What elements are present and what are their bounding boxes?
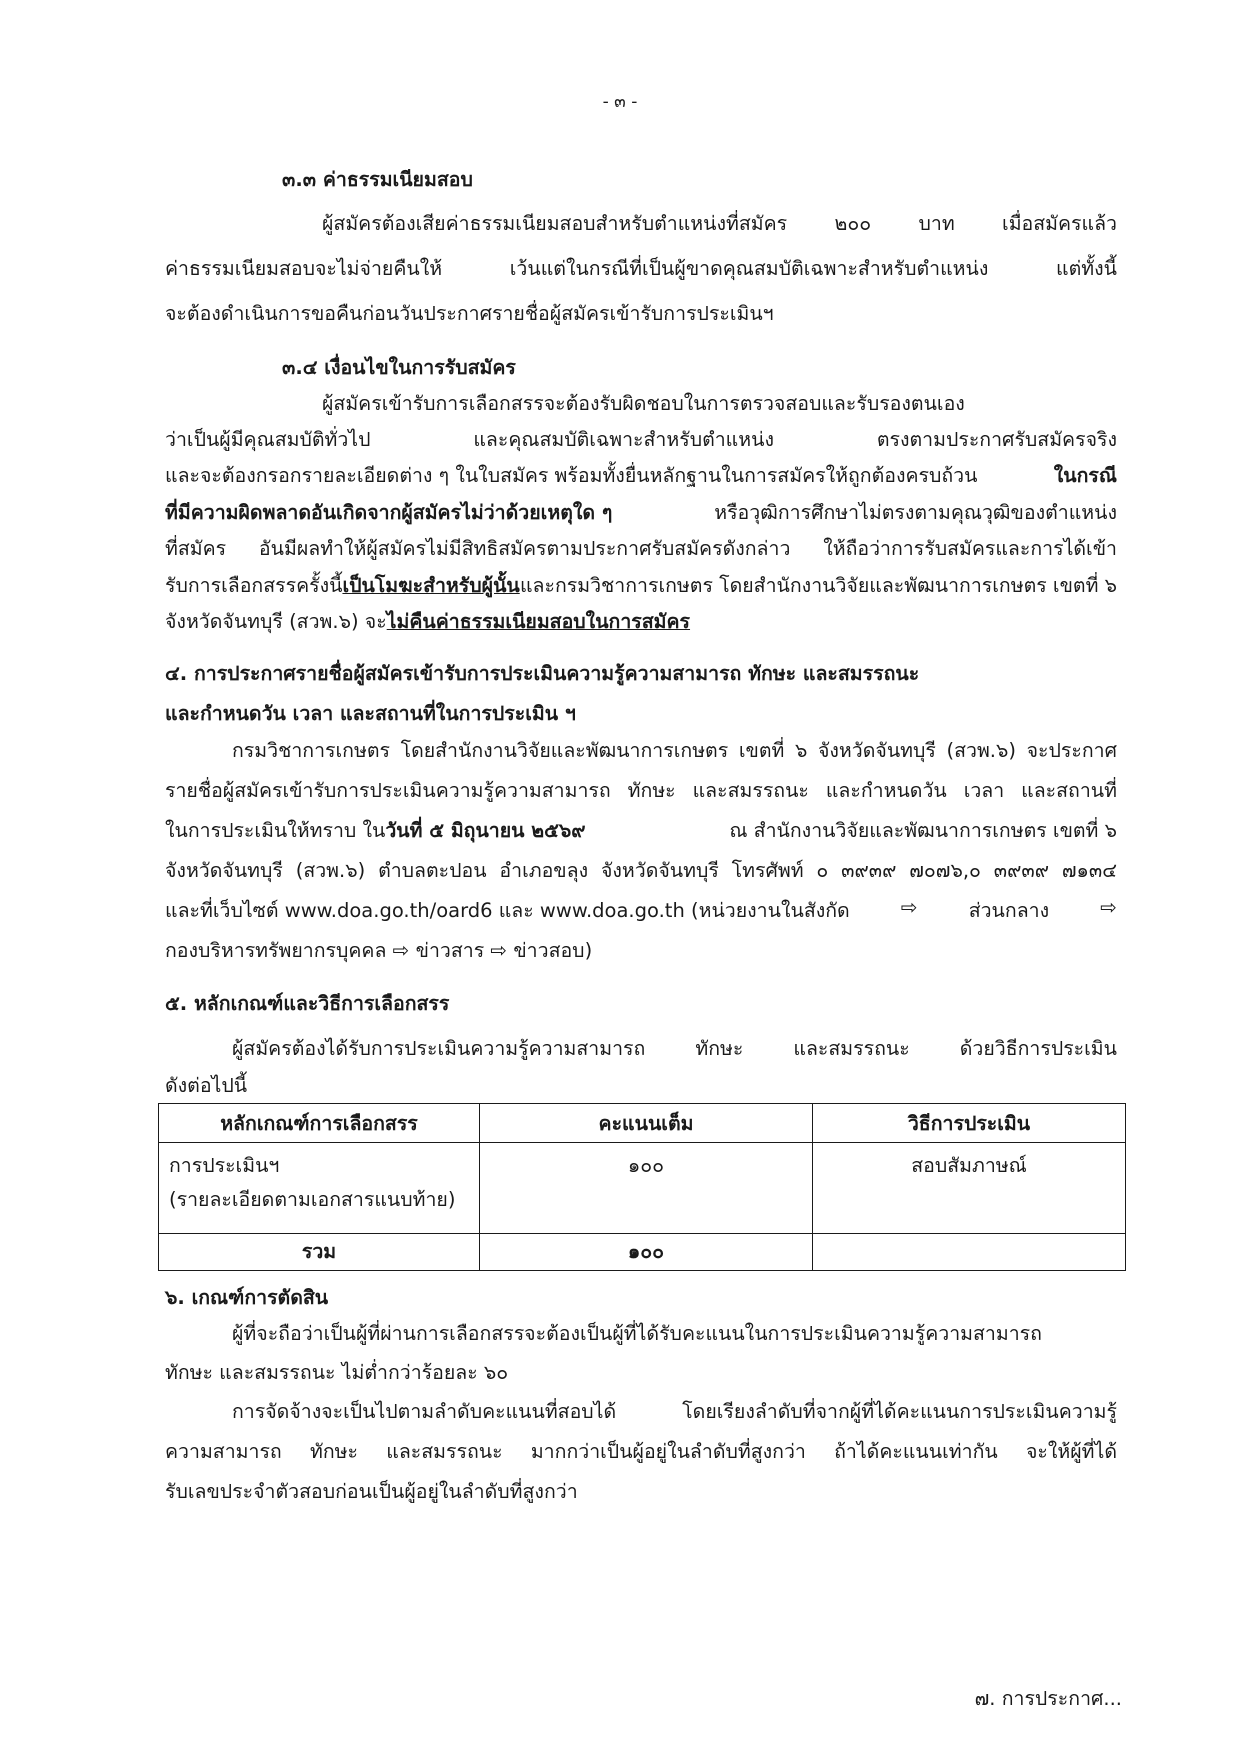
- table-total-label: รวม: [159, 1234, 480, 1271]
- section-4-line-3-text-c: ณ สำนักงานวิจัยและพัฒนาการเกษตร เขตที่ ๖: [729, 819, 1117, 842]
- section-3-4-line-6-bold: เป็นโมฆะสำหรับผู้นั้น: [342, 574, 520, 597]
- section-3-4-line-5: ที่สมัคร อันมีผลทำให้ผู้สมัครไม่มีสิทธิสมัครตามประกาศรับสมัครดังกล่าว ให้ถือว่าการรับสมัครและการได้เข้า: [165, 537, 1117, 560]
- section-6-para-2-line-1: การจัดจ้างจะเป็นไปตามลำดับคะแนนที่สอบได้ โดยเรียงลำดับที่จากผู้ที่ได้คะแนนการประเมินความรู้: [232, 1400, 1117, 1423]
- criteria-note: (รายละเอียดตามเอกสารแนบท้าย): [169, 1188, 456, 1211]
- section-4-line-2: รายชื่อผู้สมัครเข้ารับการประเมินความรู้ความสามารถ ทักษะ และสมรรถนะ และกำหนดวัน เวลา และสถานที่: [165, 779, 1117, 802]
- section-3-4-line-3-text: และจะต้องกรอกรายละเอียดต่าง ๆ ในใบสมัคร พร้อมทั้งยื่นหลักฐานในการสมัครให้ถูกต้องครบถ้วน: [165, 464, 978, 487]
- section-6-para-1-line-1: ผู้ที่จะถือว่าเป็นผู้ที่ผ่านการเลือกสรรจะต้องเป็นผู้ที่ได้รับคะแนนในการประเมินความรู้ความสามารถ: [232, 1322, 1042, 1345]
- selection-criteria-table: [158, 1103, 1126, 1271]
- section-4-line-6: [165, 935, 592, 966]
- table-cell-score: ๑๐๐: [480, 1143, 813, 1234]
- table-total-empty: [813, 1234, 1126, 1271]
- section-4-line-3-text-a: ในการประเมินให้ทราบ ใน: [165, 819, 386, 842]
- section-4-line-6-exam-news: ข่าวสอบ): [513, 939, 593, 962]
- section-4-line-3: [165, 815, 1117, 846]
- section-4-line-5: [165, 895, 1117, 926]
- section-6-para-1-line-2: ทักษะ และสมรรถนะ ไม่ต่ำกว่าร้อยละ ๖๐: [165, 1361, 509, 1384]
- table-row: [159, 1143, 1126, 1234]
- section-3-4-line-4-bold: ที่มีความผิดพลาดอันเกิดจากผู้สมัครไม่ว่าด้วยเหตุใด ๆ: [165, 501, 613, 524]
- arrow-right-icon: ⇨: [900, 895, 918, 919]
- section-4-line-1: กรมวิชาการเกษตร โดยสำนักงานวิจัยและพัฒนาการเกษตร เขตที่ ๖ จังหวัดจันทบุรี (สวพ.๖) จะประกาศ: [232, 739, 1117, 762]
- section-6-para-2-line-2: ความสามารถ ทักษะ และสมรรถนะ มากกว่าเป็นผู้อยู่ในลำดับที่สูงกว่า ถ้าได้คะแนนเท่ากัน จะให้ผู้ที่ได้: [165, 1440, 1117, 1463]
- table-total-row: [159, 1234, 1126, 1271]
- continuation-footer: ๗. การประกาศ...: [974, 1687, 1122, 1710]
- section-3-4-line-7-text: จังหวัดจันทบุรี (สวพ.๖) จะ: [165, 610, 387, 633]
- section-3-4-line-3-bold: ในกรณี: [1053, 464, 1117, 487]
- section-6-para-2-line-3: รับเลขประจำตัวสอบก่อนเป็นผู้อยู่ในลำดับที่สูงกว่า: [165, 1480, 578, 1503]
- section-3-3-line-3: จะต้องดำเนินการขอคืนก่อนวันประกาศรายชื่อผู้สมัครเข้ารับการประเมินฯ: [165, 302, 774, 325]
- section-3-4-line-4-text: หรือวุฒิการศึกษาไม่ตรงตามคุณวุฒิของตำแหน่ง: [714, 501, 1117, 524]
- section-3-4-line-4: [165, 497, 1117, 528]
- table-cell-method: สอบสัมภาษณ์: [813, 1143, 1126, 1234]
- section-4-line-5-central: ส่วนกลาง: [968, 899, 1050, 922]
- table-header-row: [159, 1104, 1126, 1143]
- section-4-heading-line-2: และกำหนดวัน เวลา และสถานที่ในการประเมิน ฯ: [165, 702, 576, 725]
- arrow-right-icon: ⇨: [392, 938, 410, 962]
- table-header-criteria: หลักเกณฑ์การเลือกสรร: [159, 1104, 480, 1143]
- section-3-4-line-6: [165, 570, 1117, 601]
- section-3-3-line-1: ผู้สมัครต้องเสียค่าธรรมเนียมสอบสำหรับตำแหน่งที่สมัคร ๒๐๐ บาท เมื่อสมัครแล้ว: [322, 212, 1117, 235]
- section-3-4-line-2: ว่าเป็นผู้มีคุณสมบัติทั่วไป และคุณสมบัติเฉพาะสำหรับตำแหน่ง ตรงตามประกาศรับสมัครจริง: [165, 428, 1117, 451]
- section-4-line-5-text: และที่เว็บไซต์ www.doa.go.th/oard6 และ www.doa.go.th (หน่วยงานในสังกัด: [165, 899, 850, 922]
- table-total-score: ๑๐๐: [480, 1234, 813, 1271]
- section-3-4-line-3: [165, 460, 1117, 491]
- page-number: - ๓ -: [602, 92, 638, 112]
- section-3-4-line-6-text-a: รับการเลือกสรรครั้งนี้: [165, 574, 343, 597]
- criteria-name: การประเมินฯ: [169, 1154, 280, 1177]
- arrow-right-icon: ⇨: [490, 938, 508, 962]
- section-4-line-6-news: ข่าวสาร: [415, 939, 485, 962]
- section-5-heading: ๕. หลักเกณฑ์และวิธีการเลือกสรร: [165, 992, 450, 1015]
- section-3-4-line-1: ผู้สมัครเข้ารับการเลือกสรรจะต้องรับผิดชอบในการตรวจสอบและรับรองตนเอง: [322, 392, 965, 415]
- section-6-heading: ๖. เกณฑ์การตัดสิน: [165, 1286, 329, 1309]
- table-header-method: วิธีการประเมิน: [813, 1104, 1126, 1143]
- table-cell-criteria: [159, 1143, 480, 1234]
- arrow-right-icon: ⇨: [1100, 895, 1117, 919]
- section-3-4-line-7: [165, 606, 690, 637]
- section-3-4-line-6-text-c: และกรมวิชาการเกษตร โดยสำนักงานวิจัยและพัฒนาการเกษตร เขตที่ ๖: [519, 574, 1117, 597]
- section-5-line-2: ดังต่อไปนี้: [165, 1074, 248, 1097]
- section-4-line-6-hr-division: กองบริหารทรัพยากรบุคคล: [165, 939, 387, 962]
- section-3-3-heading: ๓.๓ ค่าธรรมเนียมสอบ: [282, 168, 473, 191]
- section-3-4-heading: ๓.๔ เงื่อนไขในการรับสมัคร: [282, 356, 516, 379]
- section-4-heading-line-1: ๔. การประกาศรายชื่อผู้สมัครเข้ารับการประเมินความรู้ความสามารถ ทักษะ และสมรรถนะ: [165, 662, 920, 685]
- section-4-line-4: จังหวัดจันทบุรี (สวพ.๖) ตำบลตะปอน อำเภอขลุง จังหวัดจันทบุรี โทรศัพท์ ๐ ๓๙๓๙ ๗๐๗๖,๐ ๓๙๓๙ ๗๑๓๔: [165, 859, 1117, 882]
- section-3-4-line-7-bold: ไม่คืนค่าธรรมเนียมสอบในการสมัคร: [386, 610, 691, 633]
- section-5-line-1: ผู้สมัครต้องได้รับการประเมินความรู้ความสามารถ ทักษะ และสมรรถนะ ด้วยวิธีการประเมิน: [232, 1037, 1117, 1060]
- table-header-full-score: คะแนนเต็ม: [480, 1104, 813, 1143]
- section-3-3-line-2: ค่าธรรมเนียมสอบจะไม่จ่ายคืนให้ เว้นแต่ในกรณีที่เป็นผู้ขาดคุณสมบัติเฉพาะสำหรับตำแหน่ง แต่ทั้งนี้: [165, 257, 1117, 280]
- section-4-line-3-date: วันที่ ๕ มิถุนายน ๒๕๖๙: [385, 819, 586, 842]
